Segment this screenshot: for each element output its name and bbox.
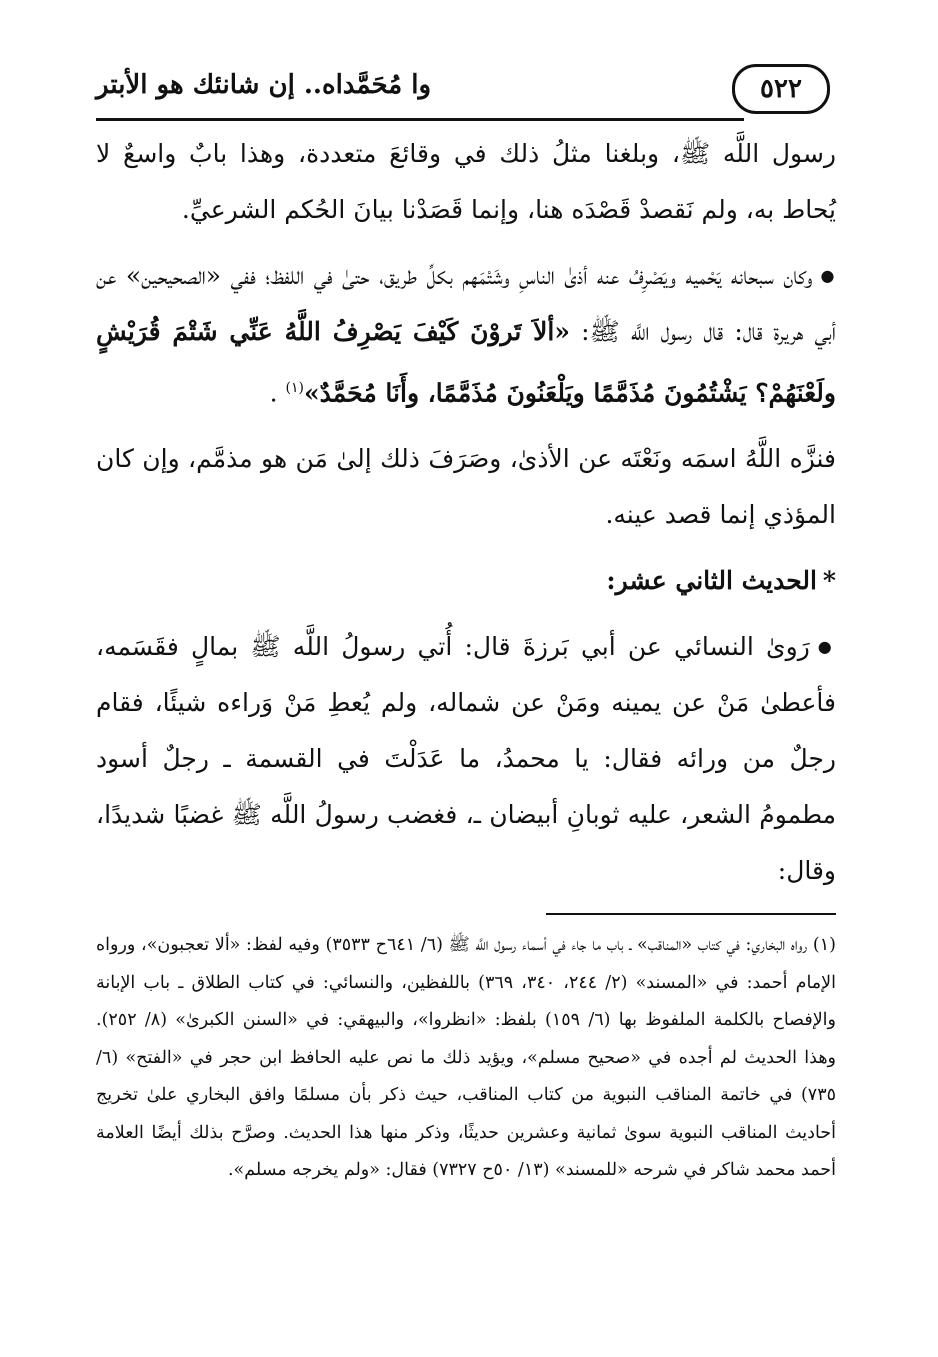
hadith-quote: «ألاَ تَروْنَ كَيْفَ يَصْرِفُ اللَّهُ عَنِّي شَتْمَ قُرَيْشٍ ولَعْنَهُمْ؟ يَشْتُمُونَ مُذَمَّمًا ويَلْعَنُونَ مُذَمَّمًا، وأَنَا مُحَمَّدٌ» [96, 317, 836, 408]
header-rule [96, 118, 744, 121]
section-heading-text: الحديث الثاني عشر: [606, 566, 817, 596]
paragraph-4-text: رَوىٰ النسائي عن أبي بَرزةَ قال: أُتي رسولُ اللَّه ﷺ بمالٍ فقَسَمه، فأعطىٰ مَنْ عن يمينه ومَنْ عن شماله، ولم يُعطِ مَنْ وَراءه شيئًا، فقام رجلٌ من ورائه فقال: يا محمدُ، ما عَدَلْتَ في القسمة ـ رجلٌ أسود مطمومُ الشعر، عليه ثوبانِ أبيضان ـ، فغضب رسولُ اللَّه ﷺ غضبًا شديدًا، وقال: [96, 632, 836, 886]
footnote-rule [546, 913, 836, 915]
main-text [96, 126, 836, 899]
page-header [96, 58, 836, 126]
page-number: ٥٢٢ [732, 64, 830, 114]
footnote-1: (١) رواه البخاري: في كتاب «المناقب» ـ باب ما جاء في أسماء رسول اللَّه ﷺ (٦/ ٦٤١ح ٣٥٣٣) وفيه لفظ: «ألا تعجبون»، ورواه الإمام أحمد: في «المسند» (٢/ ٢٤٤، ٣٤٠، ٣٦٩) باللفظين، والنسائي: في كتاب الطلاق ـ باب الإبانة والإفصاح بالكلمة الملفوظ بها (٦/ ١٥٩) بلفظ: «انظروا»، والبيهقي: في «السنن الكبرىٰ» (٨/ ٢٥٢). وهذا الحديث لم أجده في «صحيح مسلم»، ويؤيد ذلك ما نص عليه الحافظ ابن حجر في «الفتح» (٦/ ٧٣٥) في خاتمة المناقب النبوية من كتاب المناقب، حيث ذكر بأن مسلمًا وافق البخاري علىٰ تخريج أحاديث المناقب النبوية سوىٰ ثمانية وعشرين حديثًا، وذكر منها هذا الحديث. وصرَّح بذلك أيضًا العلامة أحمد محمد شاكر في شرحه «للمسند» (١٣/ ٥٠ح ٧٣٢٧) فقال: «ولم يخرجه مسلم». [96, 935, 836, 1181]
paragraph-2-end: . [269, 378, 278, 408]
star-icon: * [822, 566, 836, 596]
paragraph-2 [96, 248, 836, 421]
running-title: وا مُحَمَّداه.. إن شانئك هو الأبتر [96, 70, 432, 100]
bullet-icon [810, 632, 836, 661]
paragraph-2-text: وكان سبحانه يَحْميه ويَصْرِفُ عنه أذىٰ الناسِ وشَتْمَهم بكلِّ طريق، حتىٰ في اللفظ؛ ففي «الصحيحين» عن أبي هريرة قال: قال رسول اللَّه ﷺ: [96, 261, 836, 346]
bullet-icon [813, 261, 836, 290]
footnote-reference: (١) [285, 380, 304, 396]
paragraph-3: فنزَّه اللَّهُ اسمَه ونَعْتَه عن الأذىٰ، وصَرَفَ ذلك إلىٰ مَن هو مذمَّم، وإن كان المؤذي إنما قصد عينه. [96, 444, 836, 530]
section-heading [96, 553, 836, 609]
paragraph-4 [96, 619, 836, 899]
footnotes [96, 927, 836, 1190]
book-page [96, 58, 836, 1318]
paragraph-1: رسول اللَّه ﷺ، وبلغنا مثلُ ذلك في وقائعَ متعددة، وهذا بابٌ واسعٌ لا يُحاط به، ولم نَقصدْ قَصْدَه هنا، وإنما قَصَدْنا بيانَ الحُكم الشرعيِّ. [96, 139, 836, 224]
